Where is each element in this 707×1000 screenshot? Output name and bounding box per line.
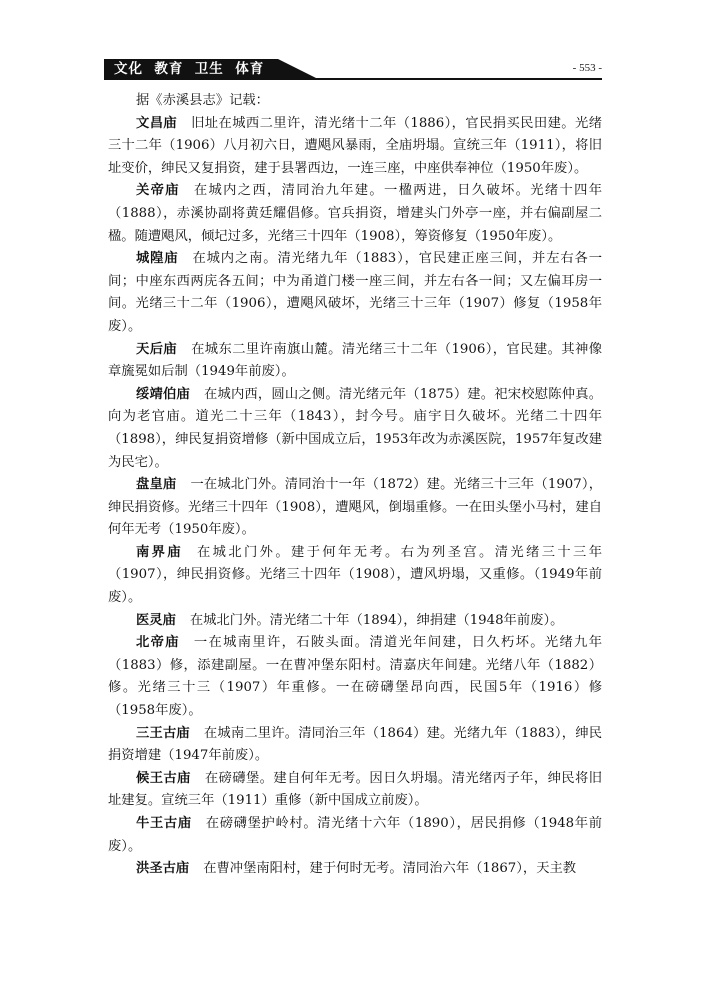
section-title: 文化 教育 卫生 体育 — [114, 61, 265, 77]
temple-description: 在城北门外。清光绪二十年（1894），绅捐建（1948年前废）。 — [189, 612, 564, 628]
temple-name: 候王古庙 — [136, 770, 191, 786]
temple-description: 在磅礴堡护岭村。清光绪十六年（1890），居民捐修（1948年前废）。 — [108, 816, 603, 854]
temple-description: 在城内之西，清同治九年建。一楹两进，日久破坏。光绪十四年（1888），赤溪协副将黄廷耀倡修。官兵捐资，增建头门外亭一座，并右偏副屋二楹。随遭飓风，倾圮过多，光绪三十四年（1908），筹资修复（1950年废）。 — [108, 183, 603, 244]
temple-name: 医灵庙 — [136, 612, 176, 628]
temple-description: 在城内之南。清光绪九年（1883），官民建正座三间，并左右各一间；中座东西两庑各五间；中为甬道门楼一座三间，并左右各一间；又左偏耳房一间。光绪三十二年（1906），遭飓风破坏，光绪三十三年（1907）修复（1958年废）。 — [108, 251, 602, 334]
temple-entry — [108, 813, 602, 858]
temple-entry — [108, 768, 602, 813]
temple-entry — [108, 632, 602, 722]
temple-name: 南界庙 — [136, 544, 184, 560]
temple-entry — [108, 542, 602, 610]
page-body — [108, 90, 602, 881]
page-number: - 553 - — [572, 62, 602, 74]
temple-name: 绥靖伯庙 — [136, 386, 190, 402]
temple-entry — [108, 180, 602, 248]
page-header — [104, 59, 602, 81]
temple-description: 在磅礴堡。建自何年无考。因日久坍塌。清光绪丙子年，绅民将旧址建复。宣统三年（1911）重修（新中国成立前废）。 — [108, 770, 603, 809]
temple-entry — [108, 113, 602, 181]
temple-name: 牛王古庙 — [136, 816, 192, 831]
temple-name: 北帝庙 — [136, 635, 180, 651]
temple-description: 旧址在城西二里许，清光绪十二年（1886），官民捐买民田建。光绪三十二年（1906）八月初六日，遭飓风暴雨，全庙坍塌。宣统三年（1911），将旧址变价，绅民又复捐资，建于县署西边，一连三座，中座供奉神位（1950年废）。 — [108, 115, 602, 176]
temple-entry — [108, 384, 602, 474]
temple-entry — [108, 858, 602, 881]
temple-description: 一在城北门外。清同治十一年（1872）建。光绪三十三年（1907），绅民捐资修。光绪三十四年（1908），遭飓风，倒塌重修。一在田头堡小马村，建自何年无考（1950年废）。 — [108, 477, 603, 538]
temple-description: 在曹冲堡南阳村，建于何时无考。清同治六年（1867），天主教 — [203, 861, 577, 877]
temple-name: 三王古庙 — [136, 725, 190, 741]
temple-description: 在城北门外。建于何年无考。右为列圣宫。清光绪三十三年（1907），绅民捐资修。光绪三十四年（1908），遭风坍塌，又重修。（1949年前废）。 — [108, 544, 603, 606]
temple-name: 洪圣古庙 — [136, 861, 190, 877]
temple-entry — [108, 723, 602, 768]
temple-description: 一在城南里许，石陂头面。清道光年间建，日久朽坏。光绪九年（1883）修，添建副屋。一在曹冲堡东阳村。清嘉庆年间建。光绪八年（1882）修。光绪三十三（1907）年重修。一在磅礴堡昂向西，民国5年（1916）修（1958年废）。 — [108, 635, 603, 719]
header-rule — [104, 78, 602, 80]
temple-entry — [108, 610, 602, 633]
temple-entry — [108, 474, 602, 542]
temple-name: 文昌庙 — [136, 115, 178, 131]
temple-name: 城隍庙 — [136, 251, 179, 267]
temple-name: 关帝庙 — [136, 183, 180, 199]
intro-line: 据《赤溪县志》记载： — [136, 93, 269, 108]
temple-description: 在城南二里许。清同治三年（1864）建。光绪九年（1883），绅民捐资增建（1947年前废）。 — [108, 725, 603, 764]
temple-entry — [108, 248, 602, 338]
temple-name: 天后庙 — [136, 341, 178, 357]
temple-name: 盘皇庙 — [136, 477, 177, 493]
temple-description: 在城内西，圆山之侧。清光绪元年（1875）建。祀宋校慰陈仲真。向为老官庙。道光二十三年（1843），封今号。庙宇日久破坏。光绪二十四年（1898），绅民复捐资增修（新中国成立后，1953年改为赤溪医院，1957年复改建为民宅）。 — [108, 386, 603, 470]
temple-description: 在城东二里许南旗山麓。清光绪三十二年（1906），官民建。其神像章旒冕如后制（1949年前废）。 — [108, 341, 602, 380]
temple-entry — [108, 339, 602, 384]
